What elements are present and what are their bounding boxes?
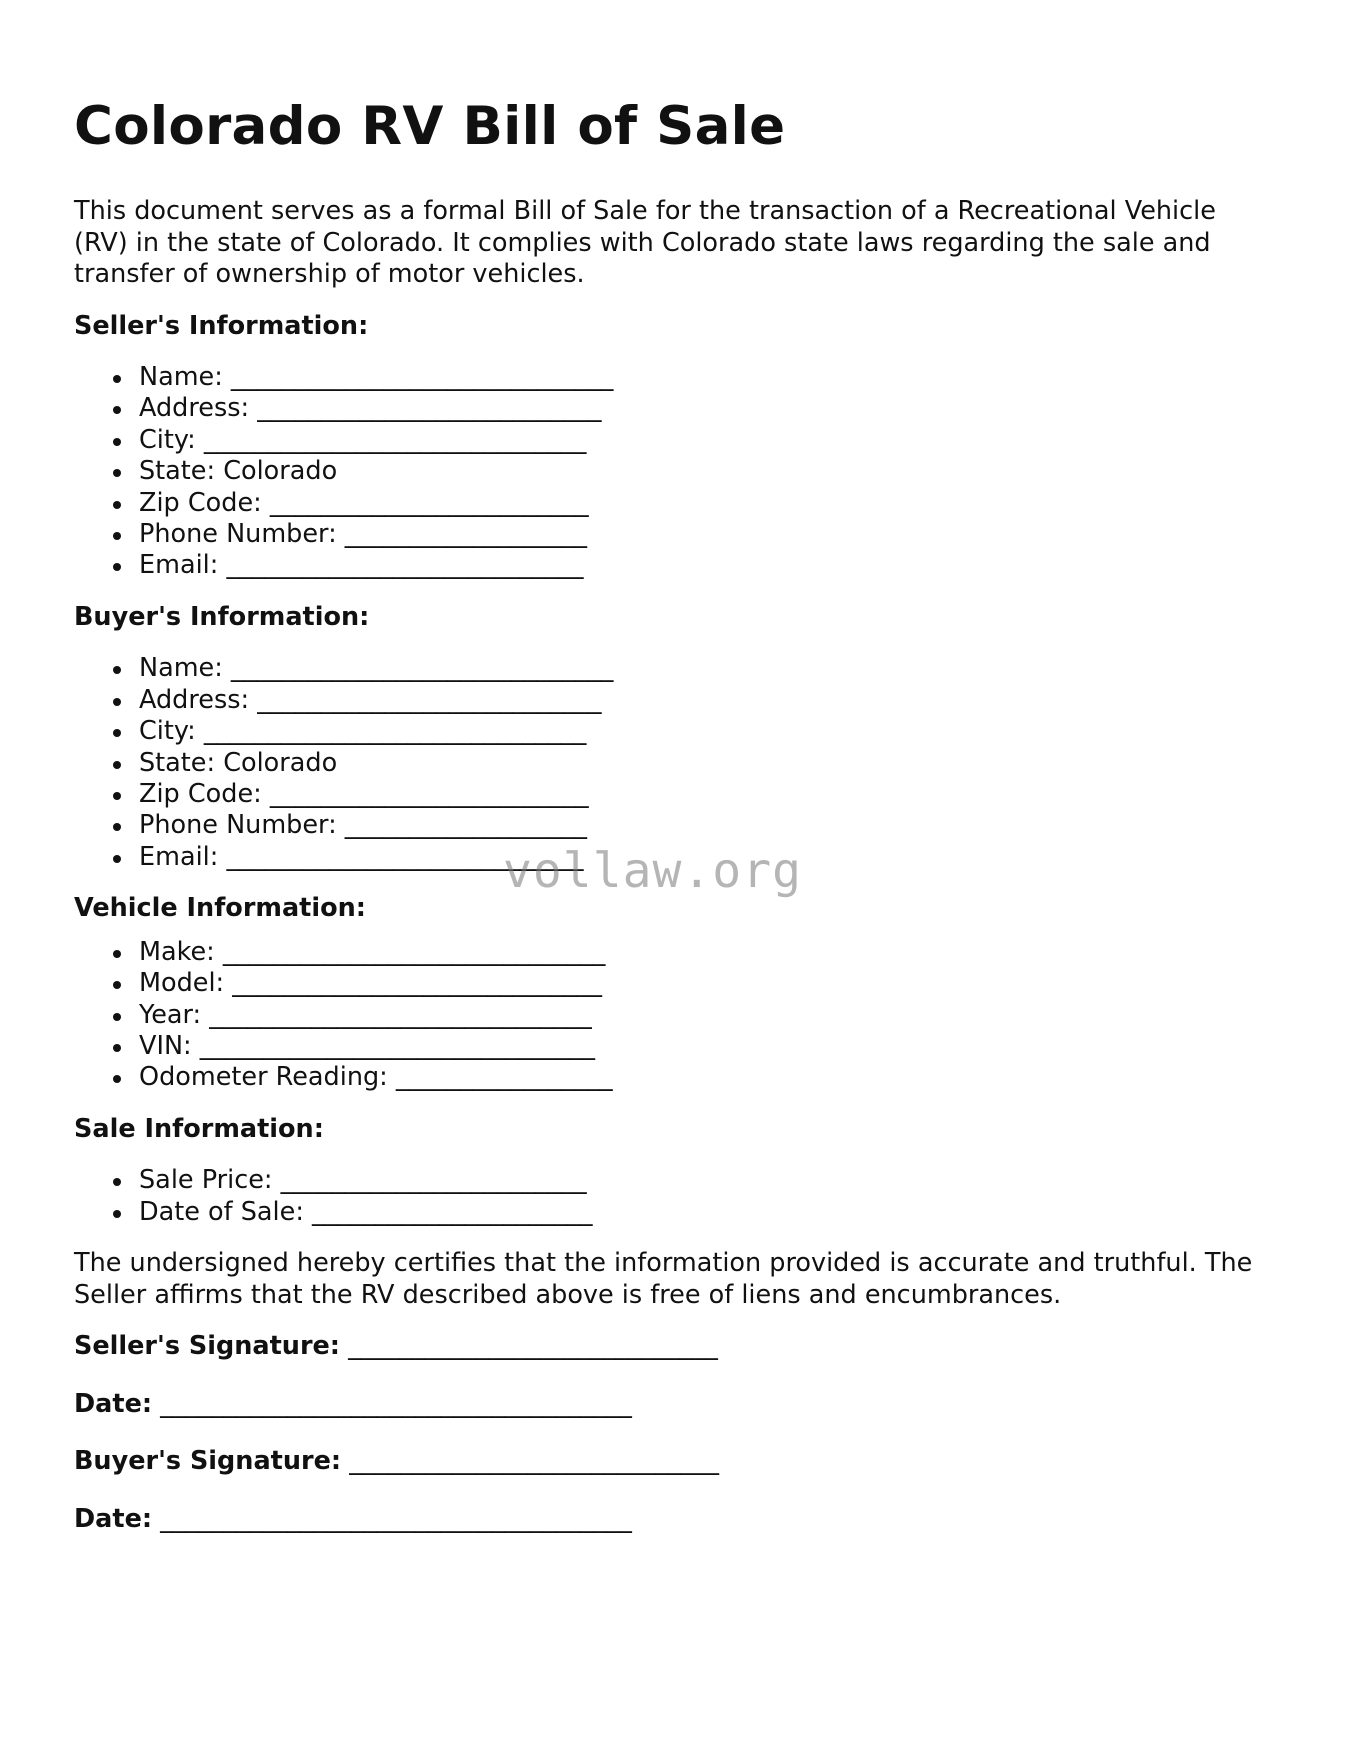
seller-signature-label: Seller's Signature: [74,1331,341,1362]
buyer-zip-field: Zip Code: _________________________ [74,779,1284,810]
vehicle-heading: Vehicle Information: [74,893,366,924]
buyer-signature-line [74,1446,1284,1478]
seller-state-field: State: Colorado [74,456,1284,487]
seller-date-blank: _____________________________________ [160,1388,632,1419]
seller-city-field: City: ______________________________ [74,425,1284,456]
buyer-city-field: City: ______________________________ [74,716,1284,747]
buyer-date-blank: _____________________________________ [160,1503,632,1534]
buyer-state-field: State: Colorado [74,748,1284,779]
vehicle-model-field: Model: _____________________________ [74,968,1284,999]
seller-signature-blank: _____________________________ [348,1331,718,1362]
vehicle-year-field: Year: ______________________________ [74,1000,1284,1031]
seller-email-field: Email: ____________________________ [74,550,1284,581]
intro-paragraph: This document serves as a formal Bill of Sale for the transaction of a Recreational Vehicle (RV) in the state of Colorado. It complies with Colorado state laws regarding the sale and transfer of ownership of motor vehicles. [74,196,1216,289]
document-title: Colorado RV Bill of Sale [74,96,786,157]
vehicle-list [74,937,1284,1094]
document-page [74,0,1284,1535]
seller-heading: Seller's Information: [74,310,369,341]
seller-address-field: Address: ___________________________ [74,393,1284,424]
watermark: vollaw.org [503,843,802,899]
sale-price-field: Sale Price: ________________________ [74,1165,1284,1196]
certification-paragraph: The undersigned hereby certifies that the information provided is accurate and truthful. The Seller affirms that the RV described above is free of liens and encumbrances. [74,1248,1253,1310]
buyer-list [74,653,1284,873]
buyer-name-field: Name: ______________________________ [74,653,1284,684]
buyer-signature-label: Buyer's Signature: [74,1446,342,1477]
vehicle-make-field: Make: ______________________________ [74,937,1284,968]
sale-date-field: Date of Sale: ______________________ [74,1197,1284,1228]
sale-heading: Sale Information: [74,1113,324,1144]
buyer-date-label: Date: [74,1503,153,1534]
buyer-email-field: Email: ____________________________ [74,842,1284,873]
buyer-heading: Buyer's Information: [74,601,370,632]
buyer-signature-blank: _____________________________ [349,1446,719,1477]
seller-name-field: Name: ______________________________ [74,362,1284,393]
seller-zip-field: Zip Code: _________________________ [74,488,1284,519]
buyer-date-line [74,1504,1284,1536]
sale-list [74,1165,1284,1228]
buyer-address-field: Address: ___________________________ [74,685,1284,716]
vehicle-odometer-field: Odometer Reading: _________________ [74,1062,1284,1093]
vehicle-vin-field: VIN: _______________________________ [74,1031,1284,1062]
seller-date-label: Date: [74,1388,153,1419]
seller-date-line [74,1389,1284,1421]
seller-list [74,362,1284,582]
seller-phone-field: Phone Number: ___________________ [74,519,1284,550]
buyer-phone-field: Phone Number: ___________________ [74,810,1284,841]
seller-signature-line [74,1331,1284,1363]
